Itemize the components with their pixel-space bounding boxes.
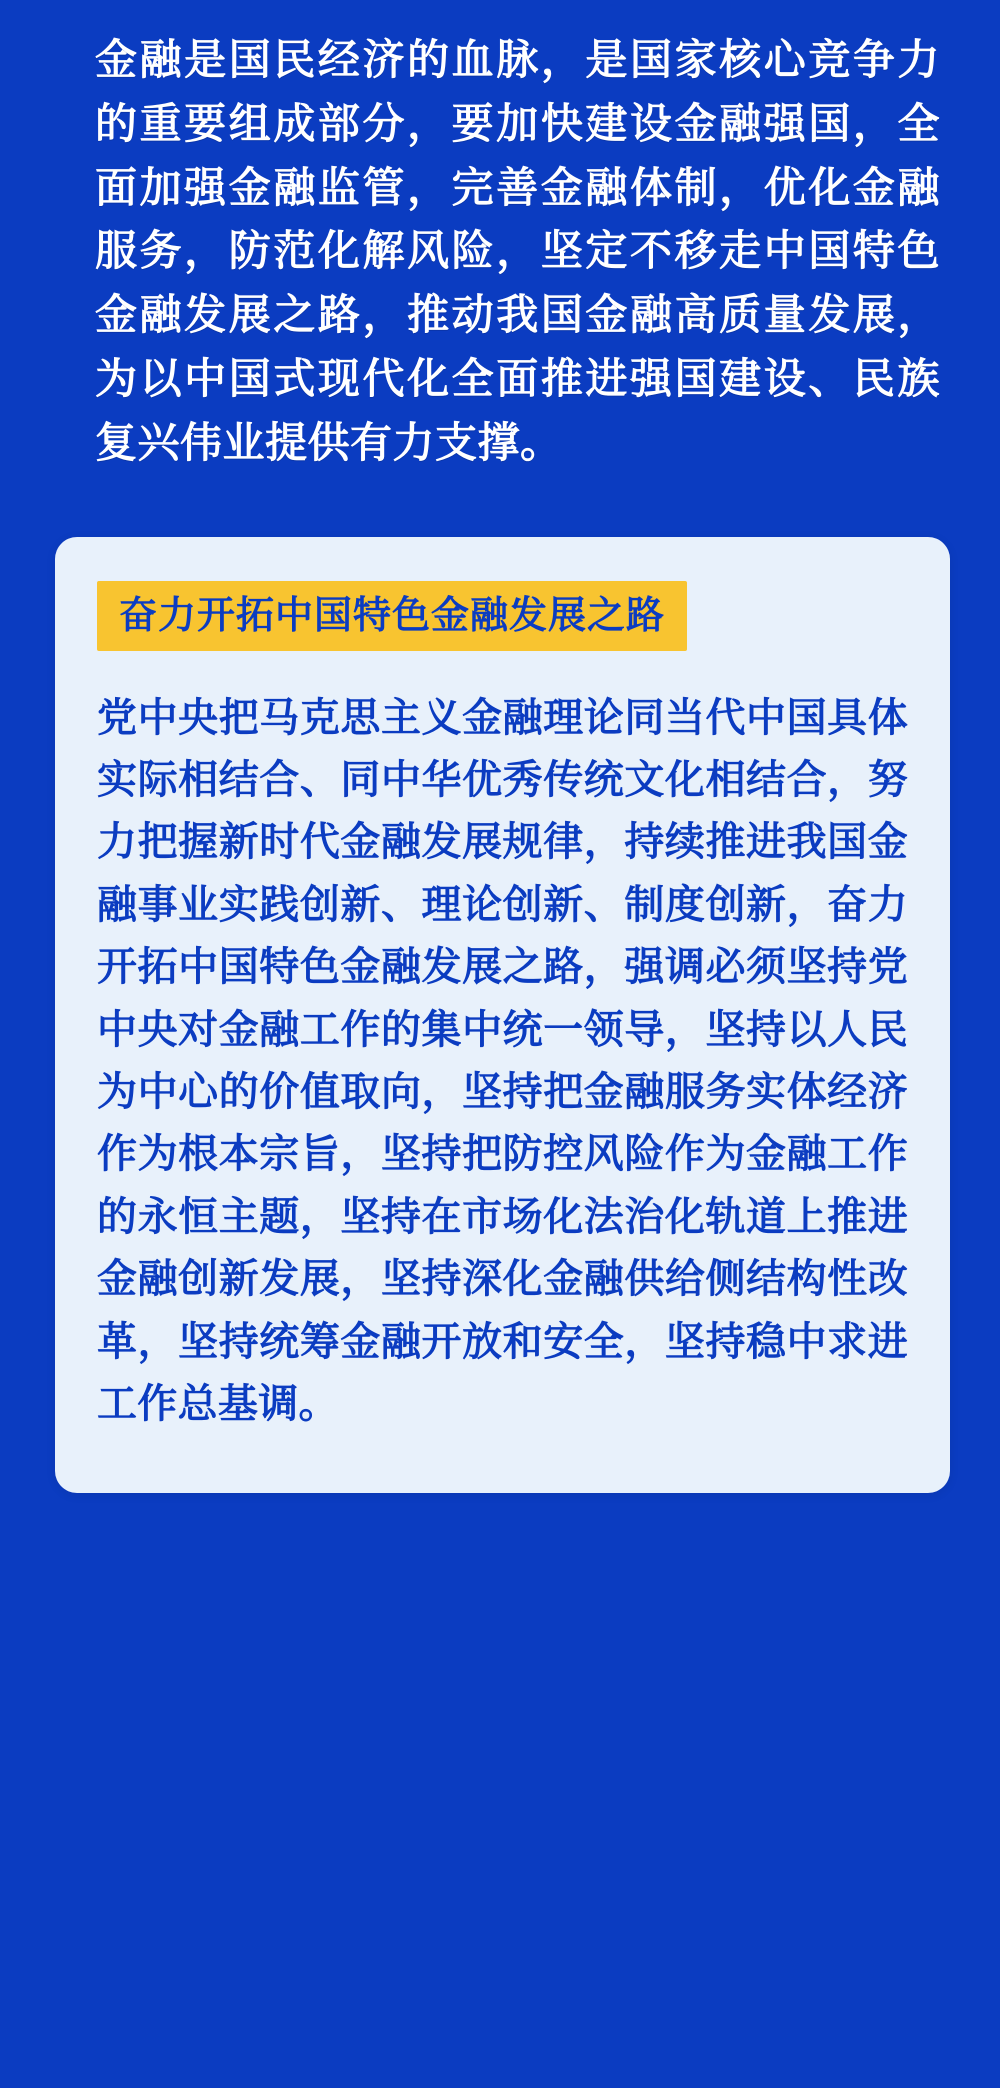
lead-quote-block [0,0,1000,475]
card-heading-highlight: 奋力开拓中国特色金融发展之路 [97,581,687,651]
card-heading-container [97,581,908,651]
card-body-text: 党中央把马克思主义金融理论同当代中国具体实际相结合、同中华优秀传统文化相结合，努力把握新时代金融发展规律，持续推进我国金融事业实践创新、理论创新、制度创新，奋力开拓中国特色金融发展之路，强调必须坚持党中央对金融工作的集中统一领导，坚持以人民为中心的价值取向，坚持把金融服务实体经济作为根本宗旨，坚持把防控风险作为金融工作的永恒主题，坚持在市场化法治化轨道上推进金融创新发展，坚持深化金融供给侧结构性改革，坚持统筹金融开放和安全，坚持稳中求进工作总基调。 [97,693,908,1427]
lead-quote-text: 金融是国民经济的血脉，是国家核心竞争力的重要组成部分，要加快建设金融强国，全面加强金融监管，完善金融体制，优化金融服务，防范化解风险，坚定不移走中国特色金融发展之路，推动我国金融高质量发展，为以中国式现代化全面推进强国建设、民族复兴伟业提供有力支撑。 [95,35,940,467]
content-card [55,537,950,1493]
